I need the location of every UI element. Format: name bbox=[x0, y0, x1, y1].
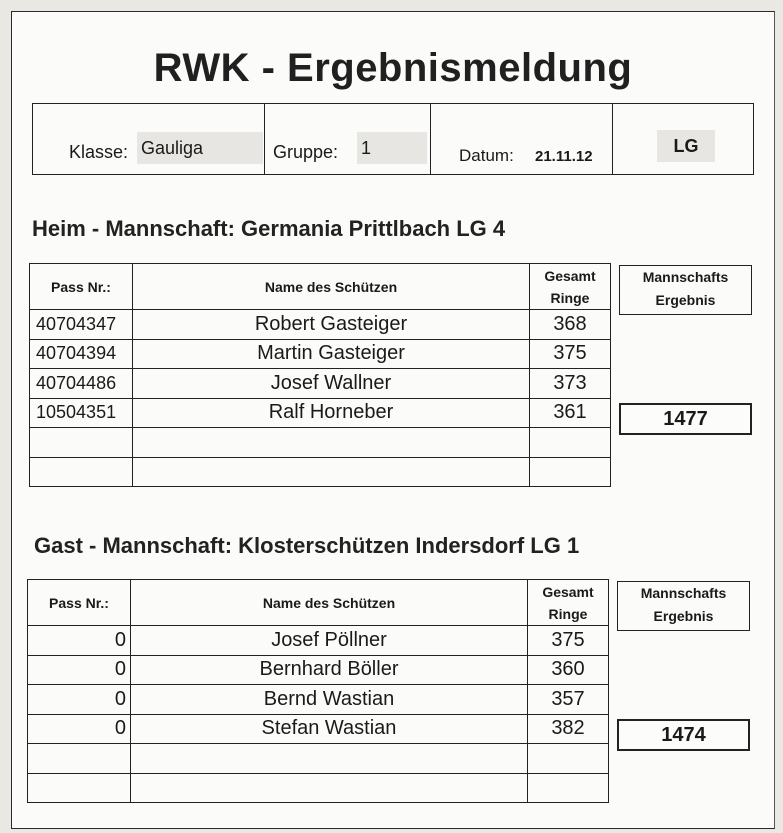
home-team-result-header bbox=[619, 265, 752, 315]
home-team-total[interactable]: 1477 bbox=[619, 403, 752, 435]
home-score-table bbox=[29, 263, 611, 487]
klasse-label: Klasse: bbox=[69, 142, 129, 162]
team-result-header-line1: Mannschafts bbox=[642, 269, 729, 285]
ringe-cell[interactable] bbox=[530, 428, 611, 458]
table-header-row bbox=[30, 264, 611, 310]
ringe-cell[interactable]: 360 bbox=[528, 655, 609, 685]
table-row bbox=[30, 457, 611, 487]
home-team-label: Heim - Mannschaft: bbox=[32, 216, 235, 241]
guest-score-table bbox=[27, 579, 609, 803]
team-result-header-line2: Ergebnis bbox=[655, 292, 716, 308]
table-row bbox=[28, 714, 609, 744]
team-result-header-line1: Mannschafts bbox=[640, 585, 727, 601]
gruppe-label: Gruppe: bbox=[273, 142, 339, 162]
table-row bbox=[30, 339, 611, 369]
klasse-cell bbox=[33, 104, 265, 174]
table-row bbox=[30, 310, 611, 340]
table-row bbox=[28, 655, 609, 685]
pass-column-header: Pass Nr.: bbox=[28, 580, 131, 626]
table-header-row bbox=[28, 580, 609, 626]
pass-cell[interactable]: 0 bbox=[28, 626, 131, 656]
weapon-field[interactable]: LG bbox=[657, 130, 715, 162]
datum-label: Datum: bbox=[459, 146, 514, 165]
home-team-name: Germania Prittlbach LG 4 bbox=[241, 216, 506, 241]
name-cell[interactable]: Stefan Wastian bbox=[131, 714, 528, 744]
pass-cell[interactable]: 0 bbox=[28, 685, 131, 715]
datum-value[interactable]: 21.11.12 bbox=[535, 148, 593, 165]
name-column-header: Name des Schützen bbox=[133, 264, 530, 310]
pass-cell[interactable]: 40704486 bbox=[30, 369, 133, 399]
ringe-header-line1: Gesamt bbox=[544, 267, 596, 284]
guest-team-total[interactable]: 1474 bbox=[617, 719, 750, 751]
klasse-field[interactable]: Gauliga bbox=[137, 132, 263, 164]
ringe-cell[interactable] bbox=[528, 744, 609, 774]
datum-cell bbox=[431, 104, 613, 174]
pass-cell[interactable] bbox=[28, 773, 131, 803]
pass-cell[interactable]: 0 bbox=[28, 655, 131, 685]
name-cell[interactable]: Josef Wallner bbox=[133, 369, 530, 399]
pass-cell[interactable] bbox=[30, 428, 133, 458]
name-column-header: Name des Schützen bbox=[131, 580, 528, 626]
weapon-cell bbox=[613, 104, 755, 174]
guest-team-name: Klosterschützen Indersdorf LG 1 bbox=[238, 533, 580, 558]
table-row bbox=[30, 428, 611, 458]
pass-cell[interactable] bbox=[30, 457, 133, 487]
guest-team-result-header bbox=[617, 581, 750, 631]
ringe-cell[interactable]: 382 bbox=[528, 714, 609, 744]
ringe-cell[interactable]: 368 bbox=[530, 310, 611, 340]
name-cell[interactable]: Bernd Wastian bbox=[131, 685, 528, 715]
pass-cell[interactable]: 0 bbox=[28, 714, 131, 744]
name-cell[interactable]: Bernhard Böller bbox=[131, 655, 528, 685]
ringe-cell[interactable]: 361 bbox=[530, 398, 611, 428]
ringe-cell[interactable] bbox=[530, 457, 611, 487]
ringe-header-line2: Ringe bbox=[550, 289, 590, 306]
name-cell[interactable]: Josef Pöllner bbox=[131, 626, 528, 656]
ringe-column-header bbox=[528, 580, 609, 626]
match-info-box bbox=[32, 103, 754, 175]
pass-column-header: Pass Nr.: bbox=[30, 264, 133, 310]
name-cell[interactable]: Ralf Horneber bbox=[133, 398, 530, 428]
name-cell[interactable]: Robert Gasteiger bbox=[133, 310, 530, 340]
table-row bbox=[28, 744, 609, 774]
pass-cell[interactable]: 40704347 bbox=[30, 310, 133, 340]
table-row bbox=[30, 398, 611, 428]
pass-cell[interactable] bbox=[28, 744, 131, 774]
ringe-cell[interactable]: 357 bbox=[528, 685, 609, 715]
ringe-header-line2: Ringe bbox=[548, 605, 588, 622]
ringe-cell[interactable] bbox=[528, 773, 609, 803]
gruppe-cell bbox=[265, 104, 431, 174]
ringe-cell[interactable]: 375 bbox=[530, 339, 611, 369]
result-sheet bbox=[11, 11, 775, 829]
name-cell[interactable] bbox=[131, 773, 528, 803]
guest-team-heading bbox=[34, 533, 579, 559]
table-row bbox=[28, 685, 609, 715]
table-row bbox=[28, 626, 609, 656]
ringe-header-line1: Gesamt bbox=[542, 583, 594, 600]
table-row bbox=[28, 773, 609, 803]
name-cell[interactable] bbox=[133, 457, 530, 487]
home-team-heading bbox=[32, 216, 505, 242]
ringe-cell[interactable]: 373 bbox=[530, 369, 611, 399]
ringe-cell[interactable]: 375 bbox=[528, 626, 609, 656]
page-title: RWK - Ergebnismeldung bbox=[153, 46, 633, 90]
pass-cell[interactable]: 40704394 bbox=[30, 339, 133, 369]
name-cell[interactable]: Martin Gasteiger bbox=[133, 339, 530, 369]
guest-team-label: Gast - Mannschaft: bbox=[34, 533, 233, 558]
ringe-column-header bbox=[530, 264, 611, 310]
pass-cell[interactable]: 10504351 bbox=[30, 398, 133, 428]
name-cell[interactable] bbox=[131, 744, 528, 774]
table-row bbox=[30, 369, 611, 399]
name-cell[interactable] bbox=[133, 428, 530, 458]
team-result-header-line2: Ergebnis bbox=[653, 608, 714, 624]
gruppe-field[interactable]: 1 bbox=[357, 132, 427, 164]
